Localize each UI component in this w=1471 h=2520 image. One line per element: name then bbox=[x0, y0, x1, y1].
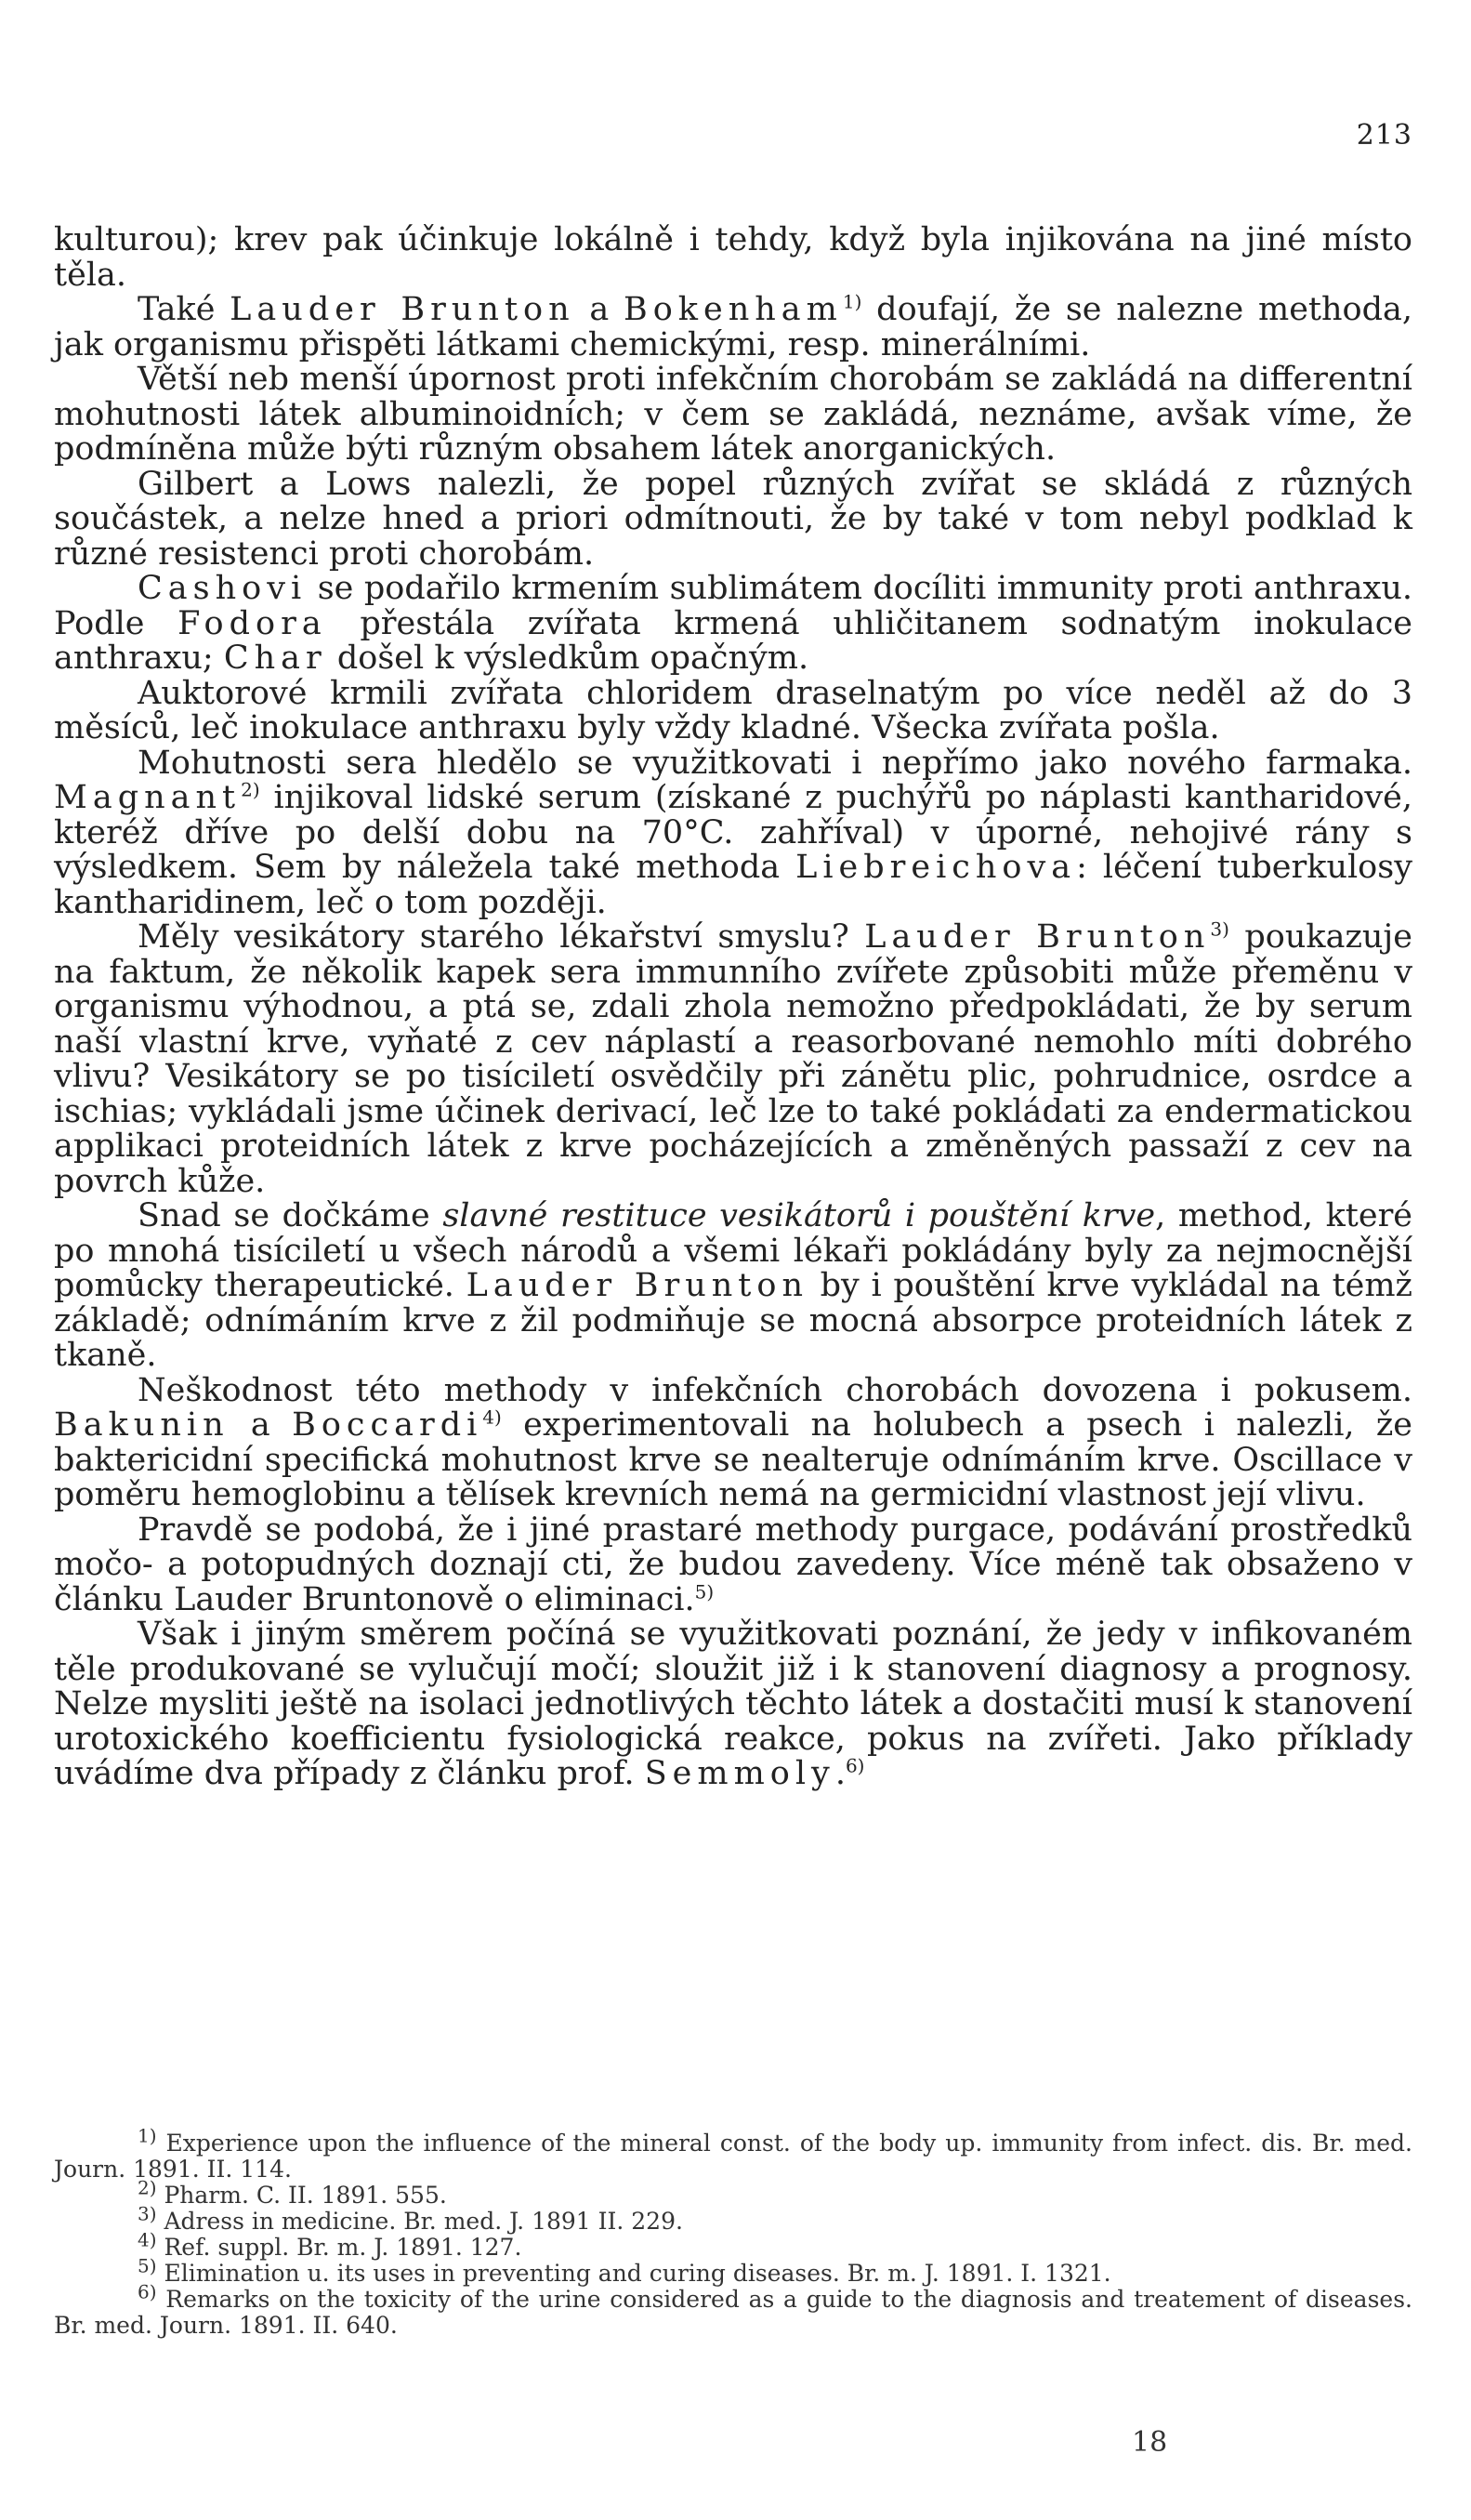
paragraph-8: Měly vesikátory starého lékařství smyslu? Lauder Brunton$^{3)}$ poukazuje na faktum, že několik kapek sera immunního zvířete způsobiti může přeměnu v organismu výhodnou, a ptá se, zdali zhola nemožno předpokládati, že by serum naší vlastní krve, vyňaté z cev náplastí a reasorbované nemohlo míti dobrého vlivu? Vesikátory se po tisíciletí osvědčily při zánětu plic, pohrudnice, osrdce a ischias; vykládali jsme účinek derivací, leč lze to také pokládati za endermatickou applikaci proteidních látek z krve pocházejících a změněných passaží z cev na povrch kůže. bbox=[54, 917, 1413, 1200]
signature-mark: 18 bbox=[1132, 2426, 1168, 2459]
paragraph-5: Cashovi se podařilo krmením sublimátem docíliti immunity proti anthraxu. Podle Fodora přestála zvířata krmená uhličitanem sodnatým inokulace anthraxu; Char došel k výsledkům opačným. bbox=[54, 570, 1413, 677]
paragraph-9: Snad se dočkáme slavné restituce vesikátorů i pouštění krve, method, které po mnohá tisíciletí u všech národů a všemi lékaři pokládány byly za nejmocnější pomůcky therapeutické. Lauder Brunton by i pouštění krve vykládal na témž základě; odnímáním krve z žil podmiňuje se mocná absorpce proteidních látek z tkaně. bbox=[54, 1197, 1413, 1374]
footnote: $^{4)}$ Ref. suppl. Br. m. J. 1891. 127. bbox=[138, 2228, 522, 2261]
footnote: $^{6)}$ Remarks on the toxicity of the urine considered as a guide to the diagnosis and treatement of diseases. Br. med. Journ. 1891. II. 640. bbox=[54, 2280, 1412, 2339]
paragraph-10: Neškodnost této methody v infekčních chorobách dovozena i pokusem. Bakunin a Boccardi$^{4)}$ experimentovali na holubech a psech i nalezli, že baktericidní specifická mohutnost krve se nealteruje odnímáním krve. Oscillace v poměru hemoglobinu a tělísek krevních nemá na germicidní vlastnost její vlivu. bbox=[54, 1371, 1413, 1513]
paragraph-6: Auktorové krmili zvířata chloridem draselnatým po více neděl až do 3 měsíců, leč inokulace anthraxu byly vždy kladné. Všecka zvířata pošla. bbox=[54, 674, 1412, 746]
page-number: 213 bbox=[1356, 119, 1412, 152]
paragraph-2: Také Lauder Brunton a Bokenham$^{1)}$ doufají, že se nalezne methoda, jak organismu přispěti látkami chemickými, resp. minerálními. bbox=[54, 290, 1412, 363]
footnote: $^{1)}$ Experience upon the influence of the mineral const. of the body up. immunity from infect. dis. Br. med. Journ. 1891. II. 114. bbox=[54, 2124, 1413, 2183]
paragraph-1: kulturou); krev pak účinkuje lokálně i tehdy, když byla injikována na jiné místo těla. bbox=[54, 221, 1412, 294]
footnotes bbox=[54, 2124, 1413, 2339]
footnote: $^{3)}$ Adress in medicine. Br. med. J. 1891 II. 229. bbox=[138, 2202, 683, 2235]
paragraph-11: Pravdě se podobá, že i jiné prastaré methody purgace, podávání prostředků močo- a potopudných doznají cti, že budou zavedeny. Více méně tak obsaženo v článku Lauder Bruntonově o eliminaci.$^{5)}$ bbox=[54, 1511, 1412, 1618]
paragraph-4: Gilbert a Lows nalezli, že popel různých zvířat se skládá z různých součástek, a nelze hned a priori odmítnouti, že by také v tom nebyl podklad k různé resistenci proti chorobám. bbox=[54, 465, 1412, 573]
paragraph-12: Však i jiným směrem počíná se využitkovati poznání, že jedy v infikovaném těle produkované se vylučují močí; sloužit již i k stanovení diagnosy a prognosy. Nelze mysliti ještě na isolaci jednotlivých těchto látek a dostačiti musí k stanovení urotoxického koefficientu fysiologická reakce, pokus na zvířeti. Jako příklady uvádíme dva případy z článku prof. Semmoly.$^{6)}$ bbox=[54, 1616, 1412, 1792]
footnote: $^{2)}$ Pharm. C. II. 1891. 555. bbox=[138, 2176, 447, 2209]
paragraph-7: Mohutnosti sera hledělo se využitkovati i nepřímo jako nového farmaka. Magnant$^{2)}$ injikoval lidské serum (získané z puchýřů po náplasti kantharidové, kteréž dříve po delší dobu na 70°C. zahříval) v úporné, nehojivé rány s výsledkem. Sem by náležela také methoda Liebreichova: léčení tuberkulosy kantharidinem, leč o tom později. bbox=[54, 744, 1412, 921]
paragraph-3: Větší neb menší úpornost proti infekčním chorobám se zakládá na differentní mohutnosti látek albuminoidních; v čem se zakládá, neznáme, avšak víme, že podmíněna může býti různým obsahem látek anorganických. bbox=[54, 361, 1412, 468]
body-text bbox=[54, 223, 1412, 1792]
footnote: $^{5)}$ Elimination u. its uses in preventing and curing diseases. Br. m. J. 1891. I. 1321. bbox=[138, 2254, 1111, 2287]
